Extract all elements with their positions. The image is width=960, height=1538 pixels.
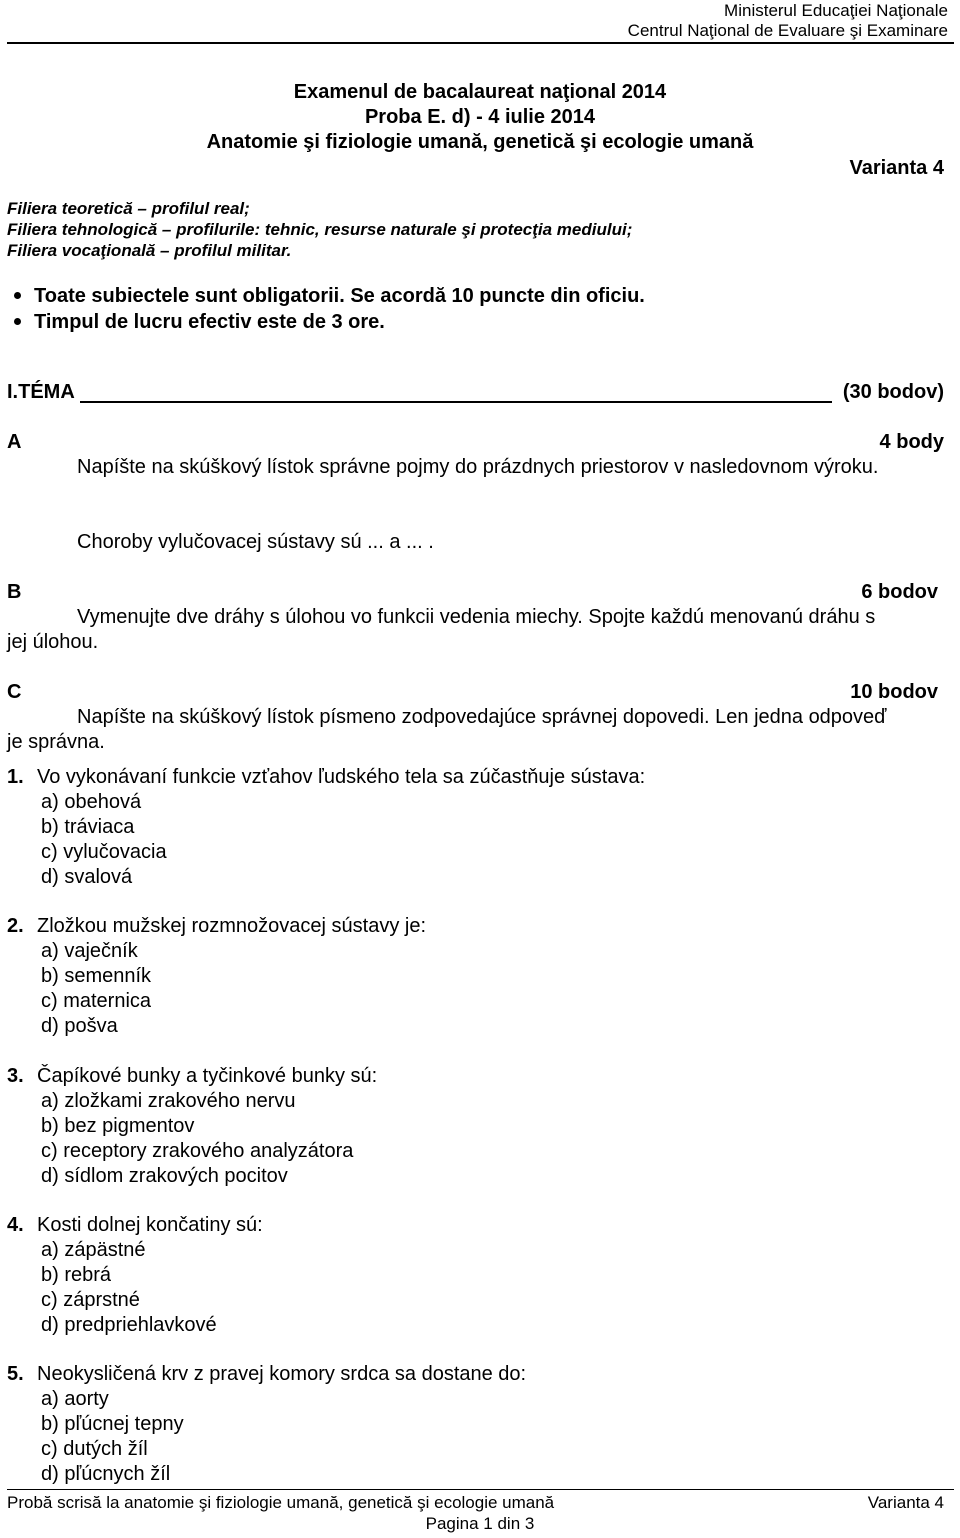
header-rule — [7, 42, 954, 44]
question-number: 2. — [7, 915, 24, 937]
answer-option: c) receptory zrakového analyzátora — [41, 1140, 354, 1162]
answer-option: b) semenník — [41, 965, 152, 987]
part-c-letter: C — [7, 681, 22, 703]
answer-option: d) pošva — [41, 1015, 118, 1037]
profile-line: Filiera tehnologică – profilurile: tehnic, resurse naturale şi protecţia mediului; — [7, 220, 633, 239]
profile-line: Filiera vocaţională – profilul militar. — [7, 241, 292, 260]
answer-option: d) pľúcnych žíl — [41, 1463, 171, 1485]
question-number: 3. — [7, 1065, 24, 1087]
answer-option: b) rebrá — [41, 1264, 112, 1286]
question-number: 5. — [7, 1363, 24, 1385]
answer-option: c) maternica — [41, 990, 152, 1012]
part-b-letter: B — [7, 581, 22, 603]
answer-option: d) sídlom zrakových pocitov — [41, 1165, 288, 1187]
answer-option: a) zápästné — [41, 1239, 146, 1261]
answer-option: c) záprstné — [41, 1289, 140, 1311]
answer-option: d) predpriehlavkové — [41, 1314, 217, 1336]
answer-option: b) tráviaca — [41, 816, 135, 838]
section-points: (30 bodov) — [842, 381, 944, 403]
question-text: Kosti dolnej končatiny sú: — [37, 1214, 263, 1236]
answer-option: b) bez pigmentov — [41, 1115, 195, 1137]
variant-label: Varianta 4 — [849, 157, 944, 179]
rule-line: Timpul de lucru efectiv este de 3 ore. — [34, 311, 385, 333]
answer-option: a) vaječník — [41, 940, 138, 962]
answer-option: b) pľúcnej tepny — [41, 1413, 184, 1435]
section-rule — [80, 401, 832, 403]
section-title: I.TÉMA — [7, 381, 75, 403]
bullet-icon — [14, 318, 21, 325]
part-a-letter: A — [7, 431, 22, 453]
part-a-instruction: Napíšte na skúškový lístok správne pojmy do prázdnych priestorov v nasledovnom výroku. — [77, 456, 879, 478]
exam-title: Examenul de bacalaureat naţional 2014 — [293, 81, 667, 103]
bullet-icon — [14, 292, 21, 299]
rule-line: Toate subiectele sunt obligatorii. Se acordă 10 puncte din oficiu. — [34, 285, 645, 307]
exam-subject: Anatomie şi fiziologie umană, genetică şi ecologie umană — [206, 131, 754, 153]
question-number: 4. — [7, 1214, 24, 1236]
header-ministry: Ministerul Educaţiei Naţionale — [724, 1, 948, 20]
answer-option: c) vylučovacia — [41, 841, 167, 863]
question-text: Vo vykonávaní funkcie vzťahov ľudského tela sa zúčastňuje sústava: — [37, 766, 646, 788]
part-b-points: 6 bodov — [861, 581, 938, 603]
question-text: Čapíkové bunky a tyčinkové bunky sú: — [37, 1065, 378, 1087]
answer-option: c) dutých žíl — [41, 1438, 148, 1460]
part-b-instruction: jej úlohou. — [7, 631, 99, 653]
footer-variant: Varianta 4 — [867, 1493, 944, 1512]
answer-option: d) svalová — [41, 866, 133, 888]
profile-line: Filiera teoretică – profilul real; — [7, 199, 250, 218]
question-text: Zložkou mužskej rozmnožovacej sústavy je: — [37, 915, 427, 937]
footer-rule — [7, 1489, 954, 1490]
question-number: 1. — [7, 766, 24, 788]
exam-date: Proba E. d) - 4 iulie 2014 — [364, 106, 596, 128]
page-number: Pagina 1 din 3 — [425, 1514, 535, 1533]
answer-option: a) aorty — [41, 1388, 109, 1410]
part-c-instruction: je správna. — [7, 731, 105, 753]
header-center: Centrul Naţional de Evaluare şi Examinare — [627, 21, 948, 40]
part-a-statement: Choroby vylučovacej sústavy sú ... a ... . — [77, 531, 434, 553]
answer-option: a) zložkami zrakového nervu — [41, 1090, 296, 1112]
part-a-points: 4 body — [879, 431, 944, 453]
part-c-points: 10 bodov — [850, 681, 938, 703]
footer-text: Probă scrisă la anatomie şi fiziologie umană, genetică şi ecologie umană — [7, 1493, 555, 1512]
question-text: Neokysličená krv z pravej komory srdca sa dostane do: — [37, 1363, 527, 1385]
part-b-instruction: Vymenujte dve dráhy s úlohou vo funkcii vedenia miechy. Spojte každú menovanú dráhu s — [77, 606, 876, 628]
answer-option: a) obehová — [41, 791, 142, 813]
part-c-instruction: Napíšte na skúškový lístok písmeno zodpovedajúce správnej dopovedi. Len jedna odpoveď — [77, 706, 887, 728]
